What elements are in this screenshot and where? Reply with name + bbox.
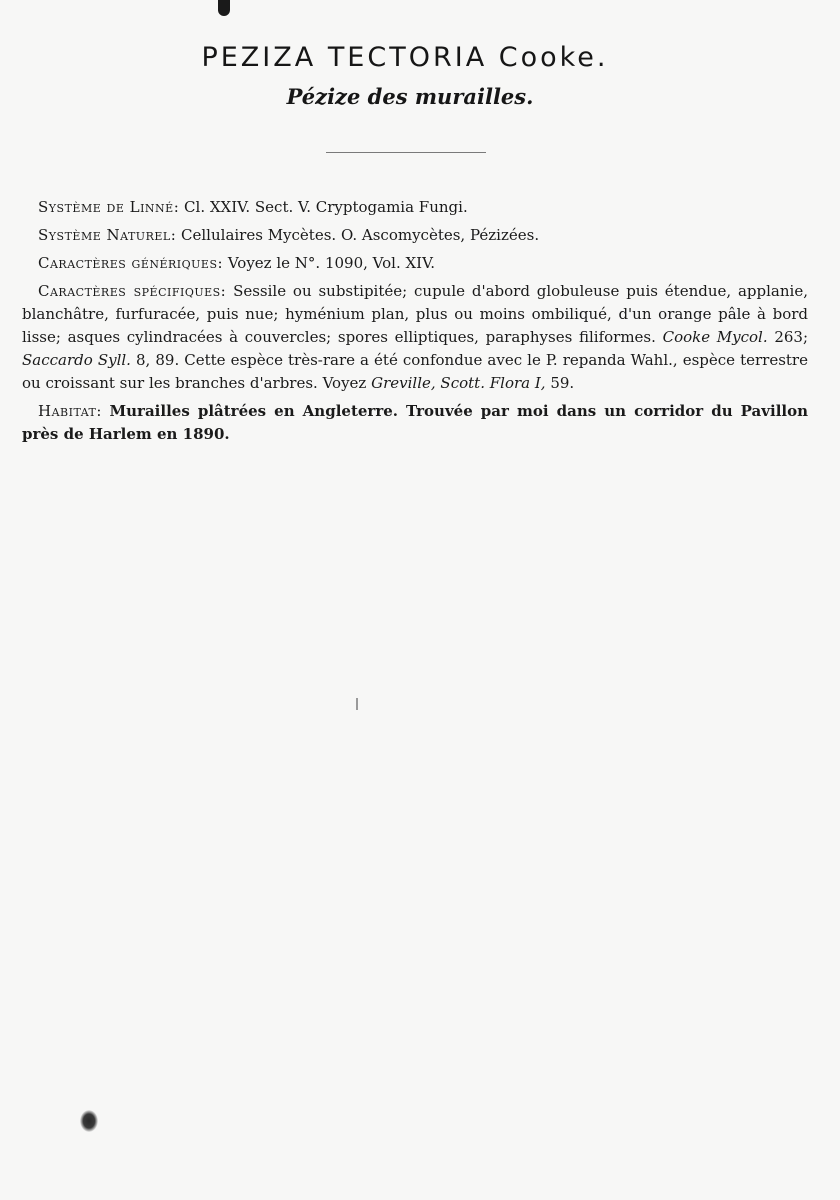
caracteres-specifiques-text: 8, 89. Cette espèce très-rare a été confondue avec le P. repanda Wahl., espèce terrestre ou croissant sur les branches d'arbres. Voyez [22, 351, 808, 392]
description-block [22, 196, 808, 451]
systeme-linne-label: Système de Linné: [38, 198, 180, 216]
caracteres-specifiques-text: 59. [550, 374, 575, 392]
reference-saccardo: Saccardo Syll. [22, 351, 131, 369]
systeme-naturel-paragraph [22, 224, 808, 247]
caracteres-specifiques-label: Caractères spécifiques: [38, 282, 227, 300]
habitat-paragraph [22, 400, 808, 446]
systeme-naturel-label: Système Naturel: [38, 226, 177, 244]
systeme-naturel-text: Cellulaires Mycètes. O. Ascomycètes, Pézizées. [181, 226, 540, 244]
caracteres-generiques-paragraph [22, 252, 808, 275]
caracteres-generiques-text: Voyez le N°. 1090, Vol. XIV. [227, 254, 436, 272]
scan-mark [356, 698, 358, 710]
systeme-linne-text: Cl. XXIV. Sect. V. Cryptogamia Fungi. [184, 198, 468, 216]
caracteres-generiques-label: Caractères génériques: [38, 254, 224, 272]
caracteres-specifiques-text: Sessile ou substipitée; cupule d'abord globuleuse puis étendue, applanie, blanchâtre, furfuracée, puis nue; hyménium plan, plus ou moins ombiliqué, d'un orange pâle à bord lisse; asques cylindracées à couvercles; spores elliptiques, paraphyses filiformes. [22, 282, 808, 346]
reference-greville: Greville, Scott. Flora I, [371, 374, 546, 392]
reference-cooke: Cooke Mycol. [662, 328, 768, 346]
page-subtitle: Pézize des murailles. [286, 84, 534, 109]
systeme-linne-paragraph [22, 196, 808, 219]
habitat-text: Murailles plâtrées en Angleterre. Trouvée par moi dans un corridor du Pavillon près de Harlem en 1890. [22, 402, 808, 443]
scan-speck [80, 1110, 98, 1132]
caracteres-specifiques-paragraph [22, 280, 808, 395]
title-divider [326, 152, 486, 153]
page-title: PEZIZA TECTORIA Cooke. [201, 42, 609, 73]
scan-speck [218, 0, 230, 16]
caracteres-specifiques-text: 263; [774, 328, 808, 346]
habitat-label: Habitat: [38, 402, 102, 420]
